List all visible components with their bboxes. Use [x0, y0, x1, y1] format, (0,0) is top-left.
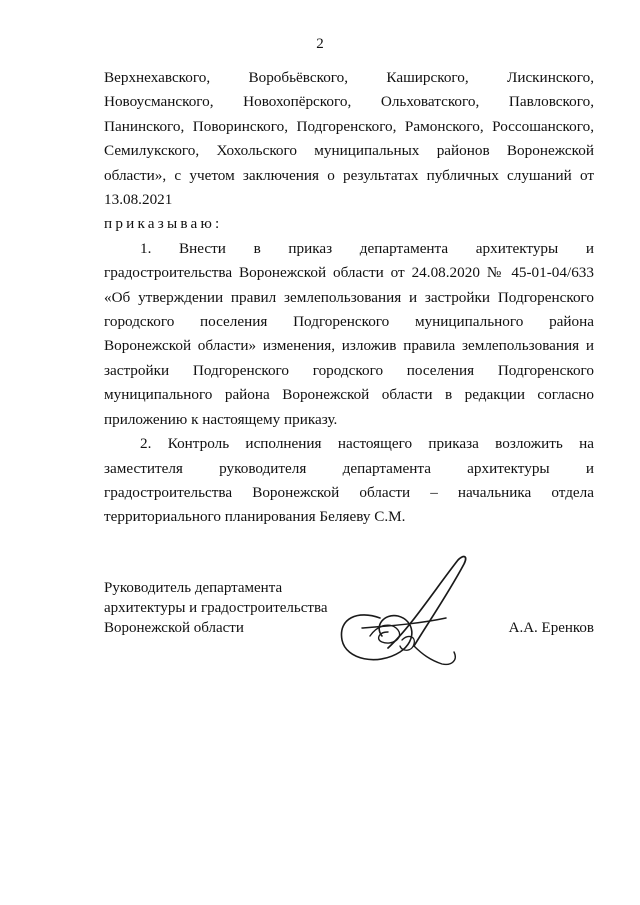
text-line: Панинского, Поворинского, Подгоренского, Рамонского, Россошанского, — [104, 117, 594, 135]
text-line: застройки Подгоренского городского поселения Подгоренского — [104, 361, 594, 379]
text-line: 1. Внести в приказ департамента архитектуры и — [140, 239, 594, 257]
page-number: 2 — [316, 36, 324, 52]
paragraph-districts — [104, 66, 594, 212]
text-line: приложению к настоящему приказу. — [104, 410, 338, 428]
handwritten-signature-icon — [318, 548, 488, 688]
text-line: Семилукского, Хохольского муниципальных районов Воронежской — [104, 142, 594, 160]
text-line: 2. Контроль исполнения настоящего приказа возложить на — [140, 435, 594, 453]
text-line: «Об утверждении правил землепользования и застройки Подгоренского — [104, 288, 594, 306]
text-line: территориального планирования Беляеву С.М. — [104, 508, 406, 526]
text-line: градостроительства Воронежской области – начальника отдела — [104, 483, 594, 501]
signer-name: А.А. Еренков — [508, 620, 594, 636]
paragraph-item-2 — [104, 432, 594, 530]
text-line: Воронежской области» изменения, изложив правила землепользования и — [104, 337, 594, 355]
paragraph-item-1 — [104, 237, 594, 432]
text-line: области», с учетом заключения о результатах публичных слушаний от — [104, 166, 594, 184]
text-line: городского поселения Подгоренского муниципального района — [104, 313, 594, 331]
signer-title-line: Руководитель департамента — [104, 580, 283, 596]
text-line: Новоусманского, Новохопёрского, Ольховатского, Павловского, — [104, 93, 594, 111]
text-line: градостроительства Воронежской области от 24.08.2020 № 45-01-04/633 — [104, 264, 594, 282]
signer-title-line: архитектуры и градостроительства — [104, 600, 328, 616]
order-word: приказываю: — [104, 215, 223, 233]
text-line: муниципального района Воронежской области в редакции согласно — [104, 386, 594, 404]
document-body — [104, 66, 594, 530]
signer-title-line: Воронежской области — [104, 620, 244, 636]
text-line: 13.08.2021 — [104, 191, 173, 209]
paragraph-order-word — [104, 212, 594, 236]
text-line: заместителя руководителя департамента архитектуры и — [104, 459, 594, 477]
text-line: Верхнехавского, Воробьёвского, Каширского, Лискинского, — [104, 69, 594, 86]
